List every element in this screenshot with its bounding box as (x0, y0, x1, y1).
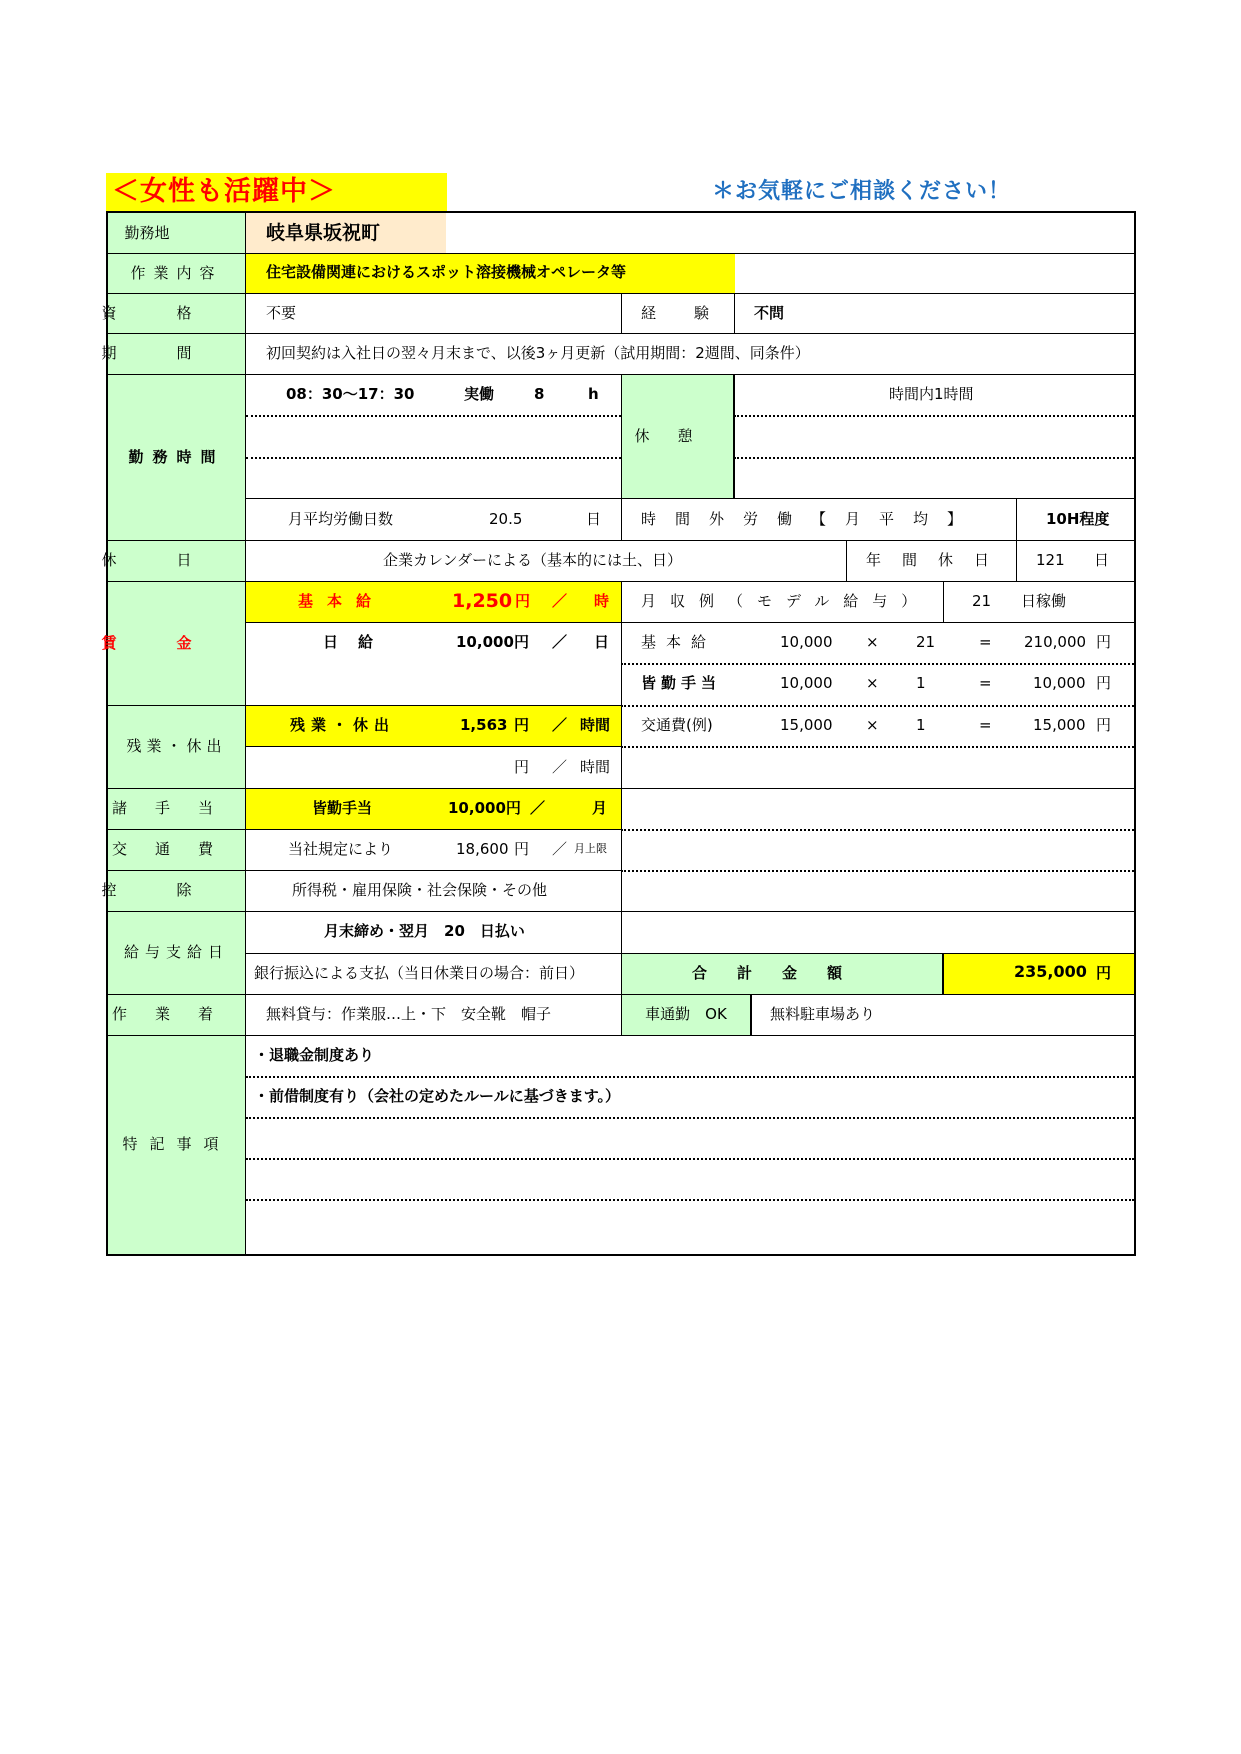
overtime-hours-label: 時間外労働【月平均】 (641, 510, 982, 528)
model-line-equals: = (979, 716, 992, 734)
avg-days-value: 20.5 (489, 510, 523, 528)
daily-wage-time: 日 (594, 633, 610, 651)
label-location-text (124, 223, 229, 242)
model-line-times: × (866, 716, 879, 734)
overtime-value: 1,563 (460, 716, 508, 734)
label-text: 交通費 (111, 840, 241, 858)
parking-value: 無料駐車場あり (770, 1005, 876, 1023)
model-line-rate: 10,000 (780, 674, 833, 692)
model-line-unit: 円 (1096, 716, 1112, 734)
total-value: 235,000 (1014, 962, 1087, 981)
label-wage (101, 581, 252, 705)
model-days-value: 21 (972, 592, 992, 610)
label-allowance (108, 788, 246, 829)
car-commute-cell (621, 994, 751, 1035)
label-holiday (101, 540, 252, 581)
deduction-value: 所得税・雇用保険・社会保険・その他 (292, 881, 548, 899)
model-line-total: 15,000 (1033, 716, 1086, 734)
transport-per: ／ (552, 840, 568, 858)
overtime-hours-value: 10H程度 (1046, 510, 1110, 528)
daily-wage-unit: 円 (514, 633, 530, 651)
transport-item: 当社規定により (288, 840, 394, 858)
label-text: 作業着 (111, 1005, 241, 1023)
model-salary-label: 月収例（モデル給与） (641, 592, 931, 610)
label-text: 給与支給日 (123, 943, 229, 961)
total-label-cell (621, 953, 943, 994)
holiday-work-unit: 円 (514, 758, 530, 776)
model-line-rate: 15,000 (780, 716, 833, 734)
model-line-name: 基本給 (641, 633, 717, 651)
break-label: 休憩 (634, 426, 721, 445)
job-info-table (101, 211, 1136, 1256)
model-line-rate: 10,000 (780, 633, 833, 651)
label-qualification (101, 293, 252, 333)
label-overtime (108, 705, 246, 788)
daily-wage-label: 日給 (323, 633, 394, 651)
actual-label: 実働 (464, 385, 495, 403)
avg-days-label: 月平均労働日数 (288, 510, 394, 528)
base-wage-per: ／ (552, 592, 568, 610)
model-line-times: × (866, 674, 879, 692)
experience-value: 不問 (754, 304, 785, 322)
model-line-unit: 円 (1096, 633, 1112, 651)
annual-holiday-label: 年間休日 (866, 551, 1011, 569)
transport-unit: 円 (514, 840, 530, 858)
total-label: 合計金額 (691, 964, 872, 982)
allowance-per: ／ (530, 799, 546, 817)
consult-notice: ＊お気軽にご相談ください！ (712, 179, 1012, 204)
break-value: 時間内1時間 (889, 385, 974, 403)
model-line-times: × (866, 633, 879, 651)
label-text: 資格 (101, 303, 252, 322)
women-active-badge: ＜女性も活躍中＞ (106, 173, 447, 211)
note-item: ・前借制度有り（会社の定めたルールに基づきます。） (254, 1087, 621, 1105)
overtime-time: 時間 (580, 716, 611, 734)
model-line-name: 交通費(例) (641, 716, 713, 734)
actual-unit: h (588, 385, 599, 403)
model-line-qty: 1 (916, 674, 926, 692)
label-payday (108, 911, 246, 994)
label-work (108, 253, 246, 293)
transport-limit: 月上限 (574, 842, 607, 855)
location-value: 岐阜県坂祝町 (266, 222, 381, 244)
car-commute-label: 車通勤 OK (645, 1005, 727, 1023)
label-text: 控除 (101, 881, 252, 899)
overtime-item: 残業・休出 (290, 716, 396, 734)
model-line-unit: 円 (1096, 674, 1112, 692)
allowance-value: 10,000円 (448, 799, 521, 817)
label-text: 賃金 (101, 633, 252, 652)
avg-days-unit: 日 (586, 510, 602, 528)
qualification-value: 不要 (266, 304, 297, 322)
total-unit: 円 (1096, 964, 1112, 982)
model-line-name: 皆勤手当 (641, 674, 722, 692)
base-wage-time: 時 (594, 592, 610, 610)
label-clothes (108, 994, 246, 1035)
model-line-equals: = (979, 674, 992, 692)
label-period (101, 333, 252, 374)
allowance-item: 皆勤手当 (312, 799, 373, 817)
holiday-value: 企業カレンダーによる（基本的には土、日） (383, 551, 683, 569)
label-text: 勤務地 (124, 223, 170, 242)
overtime-unit: 円 (514, 716, 530, 734)
model-days-unit: 日稼働 (1021, 592, 1067, 610)
transport-value: 18,600 (456, 840, 509, 858)
overtime-per: ／ (552, 716, 568, 734)
label-text: 休日 (101, 551, 252, 569)
payday-line2: 銀行振込による支払（当日休業日の場合：前日） (254, 964, 585, 982)
daily-wage-per: ／ (552, 633, 568, 651)
holiday-work-per: ／ (552, 758, 568, 776)
label-location (108, 213, 246, 253)
label-text: 期間 (101, 344, 252, 362)
annual-holiday-unit: 日 (1094, 551, 1110, 569)
period-value: 初回契約は入社日の翌々月末まで、以後3ヶ月更新（試用期間：2週間、同条件） (266, 344, 810, 362)
allowance-cell (246, 788, 621, 829)
daily-wage-value: 10,000 (456, 633, 514, 651)
actual-value: 8 (534, 385, 545, 403)
note-item: ・退職金制度あり (254, 1046, 375, 1064)
base-wage-value: 1,250 (452, 590, 513, 612)
label-deduction (101, 870, 252, 911)
allowance-time: 月 (592, 799, 608, 817)
base-wage-unit: 円 (515, 592, 531, 610)
model-line-total: 10,000 (1033, 674, 1086, 692)
experience-label: 経験 (641, 304, 748, 322)
model-line-total: 210,000 (1024, 633, 1087, 651)
label-text: 勤務時間 (128, 447, 225, 466)
model-line-equals: = (979, 633, 992, 651)
work-value: 住宅設備関連におけるスポット溶接機械オペレータ等 (266, 263, 627, 281)
label-text: 作業内容 (130, 263, 223, 282)
model-line-qty: 1 (916, 716, 926, 734)
label-text: 残業・休出 (126, 737, 227, 755)
break-value-wrap (108, 385, 1134, 403)
shift-time: 08：30〜17：30 (286, 385, 415, 403)
annual-holiday-value: 121 (1036, 551, 1065, 569)
base-wage-label: 基本給 (298, 592, 386, 610)
label-notes (108, 1035, 246, 1254)
label-transport (108, 829, 246, 870)
label-text: 特記事項 (122, 1135, 231, 1153)
payday-line1: 月末締め・翌月 20 日払い (324, 922, 525, 940)
model-line-qty: 21 (916, 633, 936, 651)
holiday-work-time: 時間 (580, 758, 611, 776)
label-text: 諸手当 (111, 799, 241, 817)
clothes-value: 無料貸与：作業服…上・下 安全靴 帽子 (266, 1005, 552, 1023)
